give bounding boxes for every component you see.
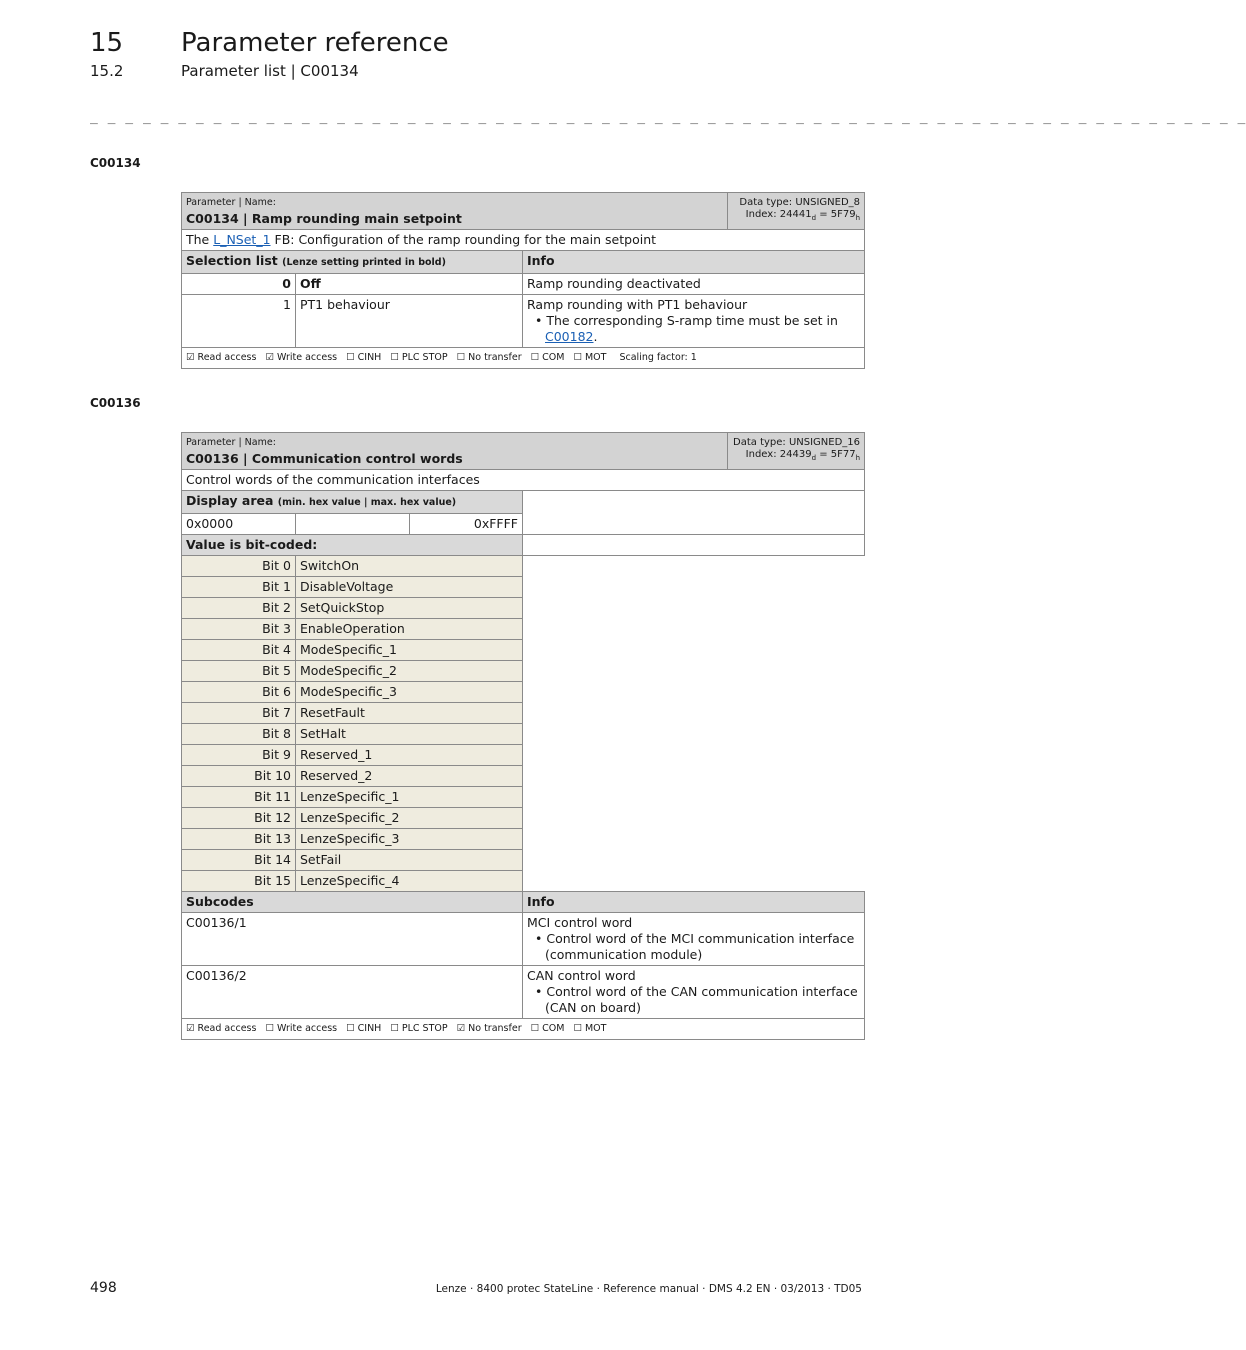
- bit-name: DisableVoltage: [296, 577, 523, 598]
- min-value: 0x0000: [182, 514, 296, 535]
- c00136-description: Control words of the communication interfaces: [182, 470, 865, 491]
- max-value: 0xFFFF: [410, 514, 523, 535]
- c00134-datatype: [728, 193, 865, 230]
- chapter-title: Parameter reference: [181, 28, 449, 58]
- bit-number: Bit 14: [182, 850, 296, 871]
- document-footer: Lenze · 8400 protec StateLine · Reference manual · DMS 4.2 EN · 03/2013 · TD05: [435, 1283, 862, 1295]
- bit-number: Bit 13: [182, 829, 296, 850]
- bit-name: SwitchOn: [296, 556, 523, 577]
- bit-number: Bit 12: [182, 808, 296, 829]
- section-number: 15.2: [90, 62, 124, 80]
- table-row: 1 PT1 behaviour Ramp rounding with PT1 behaviour • The corresponding S-ramp time must be set in C00182.: [182, 295, 865, 348]
- info-header: Info: [523, 892, 865, 913]
- c00136-access-flags: ☑ Read access ☐ Write access ☐ CINH ☐ PLC STOP ☑ No transfer ☐ COM ☐ MOT: [182, 1019, 865, 1040]
- bit-name: EnableOperation: [296, 619, 523, 640]
- bit-number: Bit 9: [182, 745, 296, 766]
- table-row: [182, 871, 865, 892]
- bit-name: ModeSpecific_2: [296, 661, 523, 682]
- c00182-link[interactable]: C00182: [545, 329, 594, 344]
- bit-number: Bit 2: [182, 598, 296, 619]
- table-row: [182, 829, 865, 850]
- c00136-header: Parameter | Name: C00136 | Communication control words: [182, 433, 728, 470]
- subcode: C00136/1: [182, 913, 523, 966]
- c00134-description: The L_NSet_1 FB: Configuration of the ramp rounding for the main setpoint: [182, 230, 865, 251]
- c00136-section-label: C00136: [90, 396, 141, 410]
- c00134-access-flags: ☑ Read access ☑ Write access ☐ CINH ☐ PLC STOP ☐ No transfer ☐ COM ☐ MOT Scaling factor: 1: [182, 348, 865, 369]
- table-row: [182, 787, 865, 808]
- bit-name: ResetFault: [296, 703, 523, 724]
- bit-number: Bit 0: [182, 556, 296, 577]
- c00136-table: [181, 432, 865, 1040]
- table-row: [182, 766, 865, 787]
- table-row: [182, 640, 865, 661]
- table-row: [182, 745, 865, 766]
- table-row: [182, 724, 865, 745]
- c00134-header: [182, 193, 728, 230]
- l-nset-1-link[interactable]: L_NSet_1: [213, 232, 271, 247]
- bit-name: SetQuickStop: [296, 598, 523, 619]
- bit-number: Bit 3: [182, 619, 296, 640]
- table-row: [182, 577, 865, 598]
- table-row: 0 Off Ramp rounding deactivated: [182, 274, 865, 295]
- bit-number: Bit 7: [182, 703, 296, 724]
- bit-name: SetFail: [296, 850, 523, 871]
- table-row: [182, 598, 865, 619]
- c00134-section-label: C00134: [90, 156, 141, 170]
- bit-name: LenzeSpecific_2: [296, 808, 523, 829]
- bit-number: Bit 8: [182, 724, 296, 745]
- subcodes-header: Subcodes: [182, 892, 523, 913]
- c00136-datatype: Data type: UNSIGNED_16 Index: $24439_d = 5F77_h$: [728, 433, 865, 470]
- bit-name: SetHalt: [296, 724, 523, 745]
- param-label: Parameter | Name:: [186, 197, 276, 208]
- selection-list-header: Selection list (Lenze setting printed in bold): [182, 251, 523, 274]
- bit-number: Bit 6: [182, 682, 296, 703]
- bit-name: LenzeSpecific_3: [296, 829, 523, 850]
- section-title: Parameter list | C00134: [181, 62, 359, 80]
- table-row: C00136/1 MCI control word • Control word of the MCI communication interface (communication module): [182, 913, 865, 966]
- bit-number: Bit 15: [182, 871, 296, 892]
- param-name: C00136 | Communication control words: [186, 451, 463, 466]
- c00134-table: [181, 192, 865, 369]
- bit-number: Bit 11: [182, 787, 296, 808]
- bit-name: Reserved_1: [296, 745, 523, 766]
- bitcoded-header: Value is bit-coded:: [182, 535, 523, 556]
- bit-number: Bit 5: [182, 661, 296, 682]
- header-separator: _ _ _ _ _ _ _ _ _ _ _ _ _ _ _ _ _ _ _ _ _ _ _ _ _ _ _ _ _ _ _ _ _ _ _ _ _ _ _ _ _ _ _ _ _ _ _ _ _ _ _ _ _ _ _ _ _ _ _ _ _ _ _ _ _ _: [90, 110, 1246, 125]
- subcode: C00136/2: [182, 966, 523, 1019]
- data-type: Data type: UNSIGNED_8: [739, 197, 861, 208]
- bit-name: LenzeSpecific_4: [296, 871, 523, 892]
- chapter-number: 15: [90, 28, 124, 58]
- param-name: C00134 | Ramp rounding main setpoint: [186, 211, 462, 226]
- table-row: [182, 850, 865, 871]
- bit-number: Bit 1: [182, 577, 296, 598]
- bit-name: ModeSpecific_1: [296, 640, 523, 661]
- bit-number: Bit 10: [182, 766, 296, 787]
- table-row: [182, 682, 865, 703]
- page-number: 498: [90, 1280, 117, 1296]
- table-row: [182, 619, 865, 640]
- bit-number: Bit 4: [182, 640, 296, 661]
- table-row: [182, 556, 865, 577]
- bit-name: Reserved_2: [296, 766, 523, 787]
- table-row: [182, 703, 865, 724]
- table-row: C00136/2 CAN control word • Control word of the CAN communication interface (CAN on board): [182, 966, 865, 1019]
- bit-name: LenzeSpecific_1: [296, 787, 523, 808]
- info-header: Info: [523, 251, 865, 274]
- table-row: [182, 661, 865, 682]
- index: Index: $24441_d = 5F79_h$: [745, 209, 861, 222]
- display-area-header: Display area (min. hex value | max. hex value): [182, 491, 523, 514]
- table-row: [182, 808, 865, 829]
- bit-name: ModeSpecific_3: [296, 682, 523, 703]
